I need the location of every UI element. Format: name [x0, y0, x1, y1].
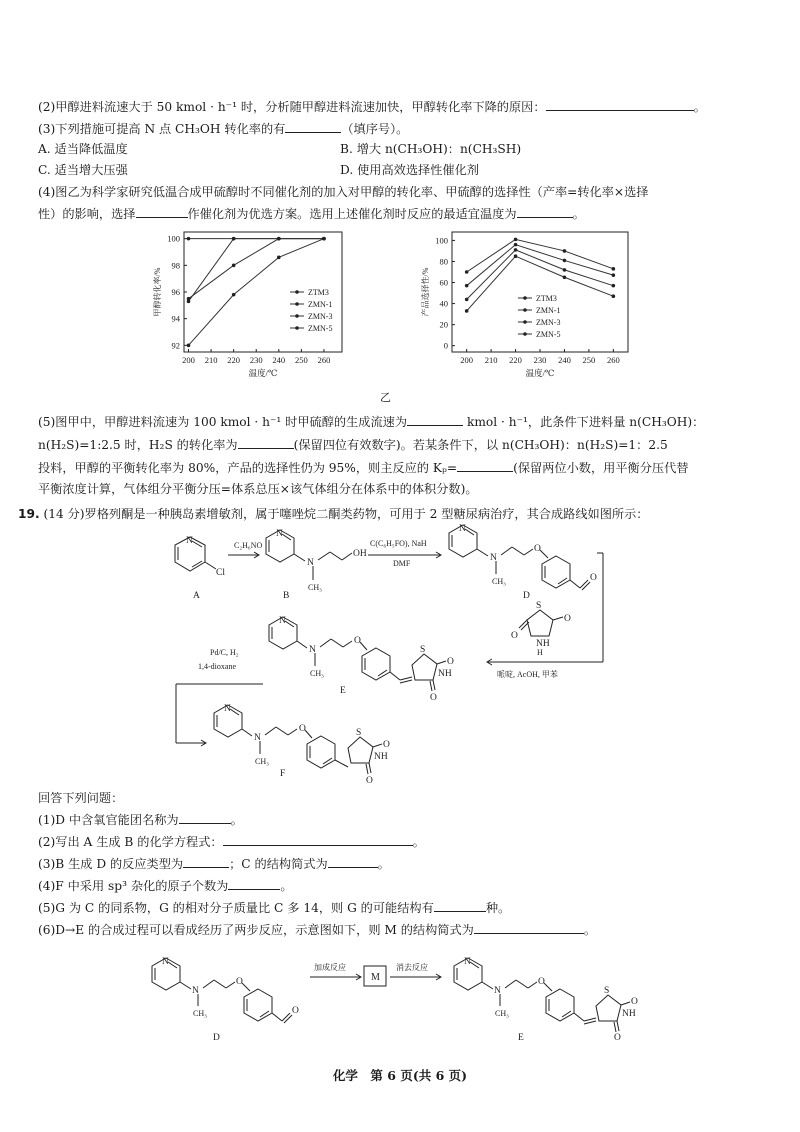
x-tick-label: 230: [249, 355, 263, 365]
atom-n-f1: N: [224, 704, 231, 714]
q19-5: [38, 899, 510, 916]
atom-n-d3: N: [162, 957, 169, 967]
x-tick-label: 210: [204, 355, 218, 365]
option-d: D. 使用高效选择性催化剂: [340, 163, 479, 177]
atom-o-reagent2: O: [511, 631, 518, 641]
y-axis-label: 产品选择性/%: [421, 267, 430, 317]
q19-3: [38, 855, 390, 872]
x-tick-label: 210: [484, 355, 498, 365]
atom-h-reagent: H: [537, 648, 543, 657]
compound-f: [214, 705, 382, 774]
answer-prompt: 回答下列问题：: [38, 791, 124, 805]
option-a: A. 适当降低温度: [38, 142, 128, 156]
q18-part5-line4: 平衡浓度计算，气体组分平衡分压=体系总压×该气体组分在体系中的体积分数)。: [38, 482, 478, 496]
atom-n-a: N: [186, 536, 193, 546]
x-tick-label: 250: [582, 355, 596, 365]
atom-o-d2: O: [590, 573, 597, 583]
option-c: C. 适当增大压强: [38, 163, 128, 177]
x-tick-label: 220: [509, 355, 522, 365]
legend-label-zmn-5: ZMN-5: [308, 324, 333, 333]
q19-1-end: 。: [230, 813, 243, 827]
atom-n-e2: N: [309, 645, 316, 655]
q19-3-blank2[interactable]: [328, 855, 378, 868]
atom-nh-f: NH: [374, 752, 388, 762]
page-footer: 化学 第 6 页(共 6 页): [332, 1068, 468, 1083]
reagent-2a: C(C₆H₅FO), NaH: [370, 539, 427, 548]
q19-4-text: (4)F 中采用 sp³ 杂化的原子个数为: [38, 879, 229, 893]
q19-2-end: 。: [412, 835, 425, 849]
q19-1-text: (1)D 中含氧官能团名称为: [38, 813, 179, 827]
atom-n-e3: N: [464, 957, 471, 967]
x-tick-label: 260: [317, 355, 331, 365]
legend-label-ztm3: ZTM3: [308, 288, 329, 297]
thiazolidinedione: [519, 610, 563, 636]
atom-nh-e: NH: [438, 669, 452, 679]
option-b: B. 增大 n(CH₃OH)：n(CH₃SH): [340, 142, 522, 156]
y-tick-label: 80: [439, 256, 448, 267]
compound-d-bottom: [152, 958, 292, 1023]
atom-n-d1: N: [459, 524, 466, 534]
y-tick-label: 96: [171, 287, 180, 297]
atom-nh-e2: NH: [622, 1009, 636, 1019]
label-e: E: [340, 686, 346, 696]
q18-part3-end: （填序号）。: [341, 122, 409, 136]
q18-part2-text: (2)甲醇进料流速大于 50 kmol · h⁻¹ 时，分析随甲醇进料流速加快，甲醇转化率下降的原因：: [38, 100, 546, 114]
atom-o-f2: O: [383, 740, 390, 750]
x-tick-label: 220: [227, 355, 241, 365]
atom-n-b1: N: [276, 529, 283, 539]
x-tick-label: 240: [272, 355, 286, 365]
compound-d: [449, 525, 590, 590]
x-tick-label: 200: [460, 355, 474, 365]
q18-part5-text-1a: (5)图甲中，甲醇进料流速为 100 kmol · h⁻¹ 时甲硫醇的生成流速为: [38, 415, 408, 429]
q19-1-blank[interactable]: [179, 811, 231, 824]
legend-label-zmn-1: ZMN-1: [308, 300, 333, 309]
q19-6-blank[interactable]: [474, 921, 584, 934]
compound-a: [175, 537, 216, 571]
y-tick-label: 20: [439, 319, 448, 330]
atom-n-e1: N: [279, 616, 286, 626]
q19-3-blank1[interactable]: [183, 855, 229, 868]
q19-4-end: 。: [280, 879, 293, 893]
q19-5-text: (5)G 为 C 的同系物，G 的相对分子质量比 C 多 14，则 G 的可能结构有: [38, 901, 434, 915]
label-a: A: [193, 591, 200, 601]
q19-6: [38, 921, 596, 938]
y-tick-label: 40: [439, 298, 448, 309]
label-d-bottom: D: [213, 1033, 220, 1043]
q19-5-end: 种。: [485, 901, 511, 915]
x-tick-label: 250: [294, 355, 308, 365]
y-tick-label: 60: [439, 277, 448, 288]
atom-o-d1: O: [534, 544, 541, 554]
atom-o-d3: O: [236, 977, 243, 987]
atom-o-e6: O: [614, 1033, 621, 1043]
y-tick-label: 100: [167, 233, 180, 244]
q19-6-end: 。: [583, 923, 597, 937]
q18-part4-text-a: 性）的影响，选择: [38, 207, 136, 221]
y-tick-label: 0: [443, 340, 448, 351]
atom-cl-a: Cl: [216, 568, 225, 578]
atom-n-d4: N: [192, 986, 199, 996]
atom-o-f3: O: [366, 776, 373, 786]
atom-n-e4: N: [494, 986, 501, 996]
x-axis-label: 温度/℃: [525, 368, 555, 378]
y-tick-label: 94: [171, 313, 180, 324]
q18-part4-text-c: 。: [572, 207, 585, 221]
reagent-2b: DMF: [393, 559, 411, 568]
q18-part4-text-b: 作催化剂为优选方案。选用上述催化剂时反应的最适宜温度为: [187, 207, 517, 221]
q18-part5-text-2b: (保留四位有效数字)。若某条件下，以 n(CH₃OH)：n(H₂S)=1：2.5: [293, 438, 668, 452]
atom-o-reagent1: O: [564, 614, 571, 624]
q18-part5-text-1b: kmol · h⁻¹，此条件下进料量 n(CH₃OH)：: [466, 415, 705, 429]
atom-nh-reagent: NH: [536, 639, 550, 649]
x-tick-label: 200: [182, 355, 195, 365]
figure-caption: 乙: [380, 391, 391, 404]
atom-ch3-e: CH₃: [310, 669, 324, 678]
legend-label-zmn-3: ZMN-3: [308, 312, 333, 321]
atom-oh-b: OH: [353, 549, 367, 559]
x-tick-label: 260: [606, 355, 620, 365]
atom-s-e2: S: [604, 986, 610, 996]
x-tick-label: 240: [558, 355, 571, 365]
atom-o-e5: O: [631, 997, 638, 1007]
q19-2: [38, 833, 425, 850]
atom-o-e1: O: [354, 636, 361, 646]
atom-n-d2: N: [490, 553, 497, 563]
q19-2-text: (2)写出 A 生成 B 的化学方程式：: [38, 835, 223, 849]
reagent-3: 哌啶, AcOH, 甲苯: [497, 670, 558, 679]
q18-part5-text-3a: 投料，甲醇的平衡转化率为 80%，产品的选择性仍为 95%，则主反应的 Kₚ=: [38, 461, 458, 475]
legend-label-zmn-5: ZMN-5: [536, 330, 561, 339]
atom-ch3-d: CH₃: [492, 577, 506, 586]
q19-4: [38, 877, 293, 894]
q19-5-blank[interactable]: [434, 899, 486, 912]
q18-part3-text: (3)下列措施可提高 N 点 CH₃OH 转化率的有: [38, 122, 286, 136]
legend-label-zmn-1: ZMN-1: [536, 306, 561, 315]
q18-part5-text-3b: (保留两位小数，用平衡分压代替: [513, 461, 689, 475]
legend-label-zmn-3: ZMN-3: [536, 318, 561, 327]
atom-o-d4: O: [292, 1006, 299, 1016]
q18-part4-line1: (4)图乙为科学家研究低温合成甲硫醇时不同催化剂的加入对甲醇的转化率、甲硫醇的选择性（产率=转化率×选择: [38, 185, 649, 199]
label-addition: 加成反应: [314, 963, 346, 972]
q19-3-text-b: ；C 的结构简式为: [229, 857, 328, 871]
reagent-4a: Pd/C, H₂: [210, 648, 239, 657]
label-f: F: [280, 769, 286, 779]
atom-ch3-d2: CH₃: [193, 1009, 207, 1018]
legend-label-ztm3: ZTM3: [536, 294, 557, 303]
reagent-1: C₂H₆NO: [234, 541, 263, 550]
label-e-bottom: E: [518, 1033, 524, 1043]
q19-6-text: (6)D→E 的合成过程可以看成经历了两步反应，示意图如下，则 M 的结构简式为: [38, 923, 474, 937]
atom-ch3-e2: CH₃: [495, 1009, 509, 1018]
y-axis-label: 甲醇转化率/%: [153, 267, 162, 317]
label-b: B: [283, 591, 290, 601]
q18-part2-end: 。: [693, 100, 706, 114]
q19-3-text-a: (3)B 生成 D 的反应类型为: [38, 857, 184, 871]
y-tick-label: 100: [435, 235, 448, 246]
q19-number: 19.: [18, 507, 40, 521]
atom-n-f2: N: [254, 733, 261, 743]
y-tick-label: 98: [171, 260, 180, 271]
q19-4-blank[interactable]: [228, 877, 280, 890]
atom-o-e2: O: [447, 657, 454, 667]
q19-3-end: 。: [377, 857, 390, 871]
q19-2-blank[interactable]: [223, 833, 413, 846]
atom-s-e: S: [420, 645, 426, 655]
atom-o-e3: O: [430, 693, 437, 703]
atom-o-e4: O: [538, 977, 545, 987]
q18-part5-text-2a: n(H₂S)=1:2.5 时，H₂S 的转化率为: [38, 438, 238, 452]
reagent-4b: 1,4-dioxane: [198, 662, 236, 671]
atom-o-f1: O: [299, 724, 306, 734]
q19-1: [38, 811, 243, 828]
label-m: M: [371, 972, 380, 983]
label-elimination: 消去反应: [396, 963, 428, 972]
q19-intro-text: (14 分)罗格列酮是一种胰岛素增敏剂，属于噻唑烷二酮类药物，可用于 2 型糖尿病治疗，其合成路线如图所示：: [43, 507, 649, 521]
y-tick-label: 92: [171, 340, 180, 351]
label-d: D: [523, 591, 530, 601]
atom-n-b2: N: [307, 558, 314, 568]
atom-s-reagent: S: [536, 601, 542, 611]
atom-s-f: S: [356, 728, 362, 738]
x-axis-label: 温度/℃: [248, 368, 278, 378]
x-tick-label: 230: [533, 355, 547, 365]
atom-ch3-b: CH₃: [308, 583, 322, 592]
atom-ch3-f: CH₃: [255, 757, 269, 766]
